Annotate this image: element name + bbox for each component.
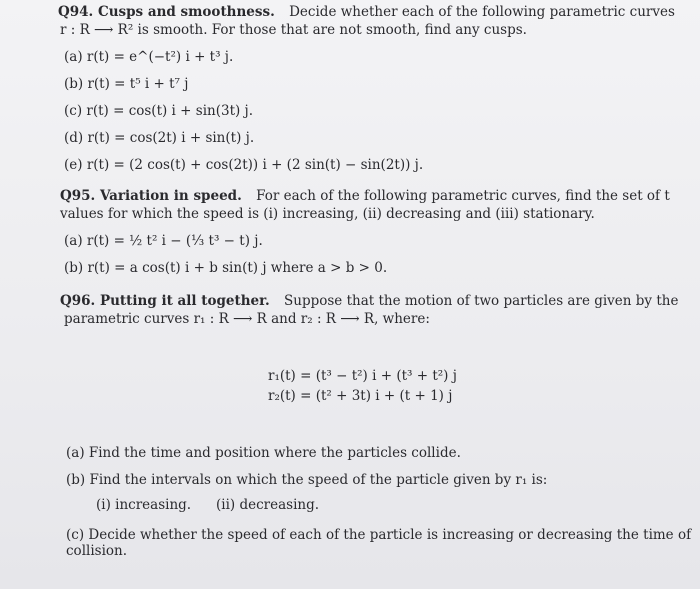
q94-intro-line-1: Decide whether each of the following parametric curves bbox=[289, 4, 675, 20]
q96-equation-r1: r₁(t) = (t³ − t²) i + (t³ + t²) j bbox=[268, 368, 457, 384]
q94-intro-line-2: r : R ⟶ R² is smooth. For those that are not smooth, find any cusps. bbox=[60, 22, 527, 38]
q95-intro-line-1: For each of the following parametric curves, find the set of t bbox=[256, 188, 670, 204]
q96-part-a: (a) Find the time and position where the particles collide. bbox=[66, 445, 461, 461]
q95-header bbox=[60, 188, 670, 204]
q96-part-b-i: (i) increasing. bbox=[96, 497, 192, 513]
q94-part-a: (a) r(t) = e^(−t²) i + t³ j. bbox=[64, 49, 234, 65]
q96-part-c-line-1: (c) Decide whether the speed of each of the particle is increasing or decreasing the time of bbox=[66, 527, 692, 543]
q96-title: Q96. Putting it all together. bbox=[60, 293, 270, 309]
q94-part-c: (c) r(t) = cos(t) i + sin(3t) j. bbox=[64, 103, 254, 119]
q94-part-d: (d) r(t) = cos(2t) i + sin(t) j. bbox=[64, 130, 255, 146]
q95-part-a: (a) r(t) = ½ t² i − (⅓ t³ − t) j. bbox=[64, 233, 263, 249]
q96-part-c-line-2: collision. bbox=[66, 543, 128, 559]
q95-part-b: (b) r(t) = a cos(t) i + b sin(t) j where a > b > 0. bbox=[64, 260, 388, 276]
q95-title: Q95. Variation in speed. bbox=[60, 188, 242, 204]
q96-intro-line-2: parametric curves r₁ : R ⟶ R and r₂ : R ⟶ R, where: bbox=[64, 311, 430, 327]
q96-part-b-ii: (ii) decreasing. bbox=[216, 497, 320, 513]
q94-part-b: (b) r(t) = t⁵ i + t⁷ j bbox=[64, 76, 189, 92]
q94-header bbox=[58, 4, 675, 20]
q96-header bbox=[60, 293, 678, 309]
q95-intro-line-2: values for which the speed is (i) increasing, (ii) decreasing and (iii) stationary. bbox=[60, 206, 595, 222]
q94-title: Q94. Cusps and smoothness. bbox=[58, 4, 275, 20]
q96-part-b: (b) Find the intervals on which the speed of the particle given by r₁ is: bbox=[66, 472, 548, 488]
q96-intro-line-1: Suppose that the motion of two particles are given by the bbox=[284, 293, 679, 309]
q94-part-e: (e) r(t) = (2 cos(t) + cos(2t)) i + (2 sin(t) − sin(2t)) j. bbox=[64, 157, 424, 173]
q96-equation-r2: r₂(t) = (t² + 3t) i + (t + 1) j bbox=[268, 388, 453, 404]
